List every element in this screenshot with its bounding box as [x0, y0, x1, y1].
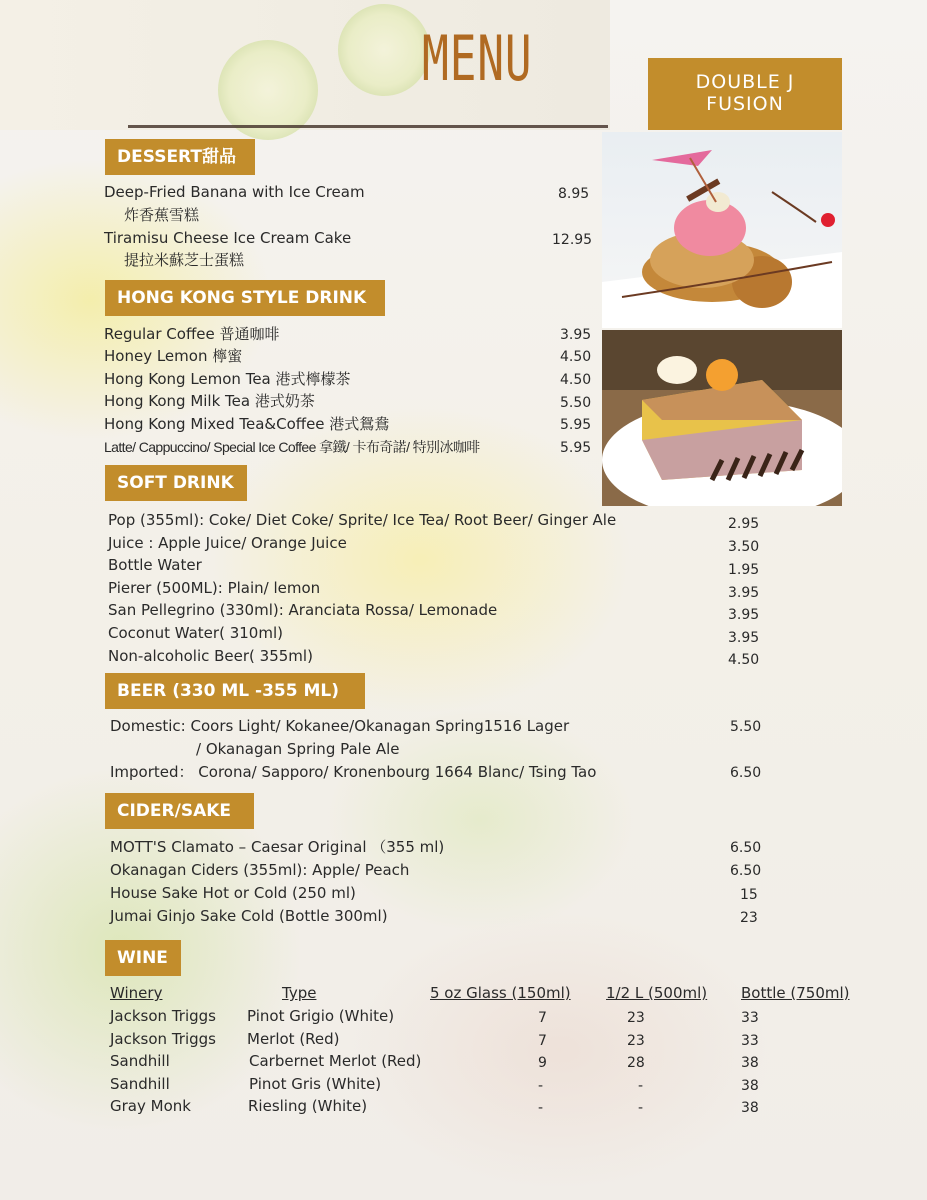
menu-item-name: Hong Kong Lemon Tea 港式檸檬茶: [104, 370, 351, 388]
brand-name: DOUBLE J FUSION: [695, 71, 795, 115]
menu-item-name-zh: 炸香蕉雪糕: [124, 206, 200, 224]
menu-item-price: 3.95: [728, 630, 760, 646]
menu-item-name: Non-alcoholic Beer( 355ml): [108, 647, 313, 665]
menu-item-price: 4.50: [560, 349, 592, 365]
menu-item-name: Bottle Water: [108, 556, 202, 574]
wine-column-glass: 5 oz Glass (150ml): [430, 984, 571, 1002]
wine-row-bottle: 38: [741, 1100, 759, 1116]
wine-row-type: Pinot Gris (White): [249, 1075, 382, 1093]
menu-item-price: 5.50: [560, 395, 592, 411]
wine-row-type: Carbernet Merlot (Red): [249, 1052, 422, 1070]
wine-row-glass: -: [538, 1078, 544, 1094]
wine-row-type: Pinot Grigio (White): [247, 1007, 395, 1025]
wine-row-half: 28: [627, 1055, 645, 1071]
menu-item-price: 3.95: [560, 327, 592, 343]
wine-row-glass: 7: [538, 1033, 547, 1049]
banana-dessert-photo: [602, 132, 842, 328]
menu-item-price: 4.50: [560, 372, 592, 388]
menu-item-name: Hong Kong Milk Tea 港式奶茶: [104, 392, 315, 410]
menu-item-name: San Pellegrino (330ml): Aranciata Rossa/ Lemonade: [108, 601, 498, 619]
menu-item-name: MOTT'S Clamato – Caesar Original （355 ml): [110, 838, 445, 856]
menu-item-price: 5.95: [560, 440, 592, 456]
wine-column-type-label: Type: [282, 984, 317, 1002]
menu-item-price: 3.50: [728, 539, 760, 555]
banana-dessert-illustration: [602, 132, 842, 328]
menu-item-name: House Sake Hot or Cold (250 ml): [110, 884, 356, 902]
menu-item-name: Regular Coffee 普通咖啡: [104, 325, 280, 343]
menu-item-name: Deep-Fried Banana with Ice Cream: [104, 183, 365, 201]
menu-item-price: 15: [740, 887, 758, 903]
page-title: MENU: [422, 22, 533, 95]
section-header-dessert: DESSERT甜品: [105, 139, 255, 175]
menu-item-price: 1.95: [728, 562, 760, 578]
wine-row-bottle: 33: [741, 1010, 759, 1026]
section-header-soft-drink: SOFT DRINK: [105, 465, 247, 501]
wine-row-half: 23: [627, 1033, 645, 1049]
menu-item-name: Hong Kong Mixed Tea&Coffee 港式鴛鴦: [104, 415, 390, 433]
wine-row-winery: Jackson Triggs: [110, 1030, 216, 1048]
menu-item-price: 5.95: [560, 417, 592, 433]
section-header-beer: BEER (330 ML -355 ML): [105, 673, 365, 709]
wine-row-bottle: 38: [741, 1078, 759, 1094]
wine-row-type: Riesling (White): [248, 1097, 368, 1115]
wine-row-winery: Sandhill: [110, 1052, 170, 1070]
menu-item-price: 8.95: [558, 186, 590, 202]
menu-item-name: Latte/ Cappuccino/ Special Ice Coffee 拿鐵/ 卡布奇諾/ 特別冰咖啡: [104, 439, 480, 455]
menu-item-price: 12.95: [552, 232, 593, 248]
menu-item-price: 3.95: [728, 607, 760, 623]
menu-item-name-continued: / Okanagan Spring Pale Ale: [196, 740, 400, 758]
menu-item-name: Jumai Ginjo Sake Cold (Bottle 300ml): [110, 907, 388, 925]
section-header-cider-sake: CIDER/SAKE: [105, 793, 254, 829]
menu-item-name: Honey Lemon 檸蜜: [104, 347, 243, 365]
menu-item-name: Okanagan Ciders (355ml): Apple/ Peach: [110, 861, 410, 879]
brand-badge: [648, 58, 842, 130]
wine-row-half: -: [638, 1100, 644, 1116]
wine-row-bottle: 38: [741, 1055, 759, 1071]
wine-row-bottle: 33: [741, 1033, 759, 1049]
menu-item-name: Tiramisu Cheese Ice Cream Cake: [104, 229, 352, 247]
wine-row-type: Merlot (Red): [247, 1030, 340, 1048]
menu-item-name: Juice : Apple Juice/ Orange Juice: [108, 534, 347, 552]
menu-item-price: 2.95: [728, 516, 760, 532]
wine-row-glass: 7: [538, 1010, 547, 1026]
wine-column-bottle: Bottle (750ml): [741, 984, 850, 1002]
wine-row-winery: Jackson Triggs: [110, 1007, 216, 1025]
wine-column-winery-label: Winery: [110, 984, 163, 1002]
tiramisu-cake-photo: [602, 330, 842, 506]
menu-item-price: 6.50: [730, 863, 762, 879]
menu-item-price: 23: [740, 910, 758, 926]
menu-item-name: Coconut Water( 310ml): [108, 624, 283, 642]
wine-row-glass: 9: [538, 1055, 547, 1071]
wine-column-half-liter: 1/2 L (500ml): [606, 984, 708, 1002]
menu-item-price: 5.50: [730, 719, 762, 735]
menu-item-name: Pop (355ml): Coke/ Diet Coke/ Sprite/ Ice Tea/ Root Beer/ Ginger Ale: [108, 511, 617, 529]
menu-item-name: Domestic: Coors Light/ Kokanee/Okanagan Spring1516 Lager: [110, 717, 570, 735]
wine-column-type: [170, 983, 430, 1003]
menu-item-price: 6.50: [730, 765, 762, 781]
menu-item-price: 4.50: [728, 652, 760, 668]
menu-item-price: 3.95: [728, 585, 760, 601]
wine-row-glass: -: [538, 1100, 544, 1116]
tiramisu-cake-illustration: [602, 330, 842, 506]
menu-item-name: Pierer (500ML): Plain/ lemon: [108, 579, 321, 597]
section-header-hk-drink: HONG KONG STYLE DRINK: [105, 280, 385, 316]
menu-item-name-zh: 提拉米蘇芝士蛋糕: [124, 251, 245, 269]
wine-row-half: -: [638, 1078, 644, 1094]
title-divider: [128, 125, 608, 128]
menu-item-price: 6.50: [730, 840, 762, 856]
wine-row-winery: Sandhill: [110, 1075, 170, 1093]
cucumber-slice-image: [338, 4, 430, 96]
wine-row-winery: Gray Monk: [110, 1097, 191, 1115]
section-header-wine: WINE: [105, 940, 181, 976]
menu-item-name: Imported： Corona/ Sapporo/ Kronenbourg 1664 Blanc/ Tsing Tao: [110, 763, 597, 781]
wine-row-half: 23: [627, 1010, 645, 1026]
